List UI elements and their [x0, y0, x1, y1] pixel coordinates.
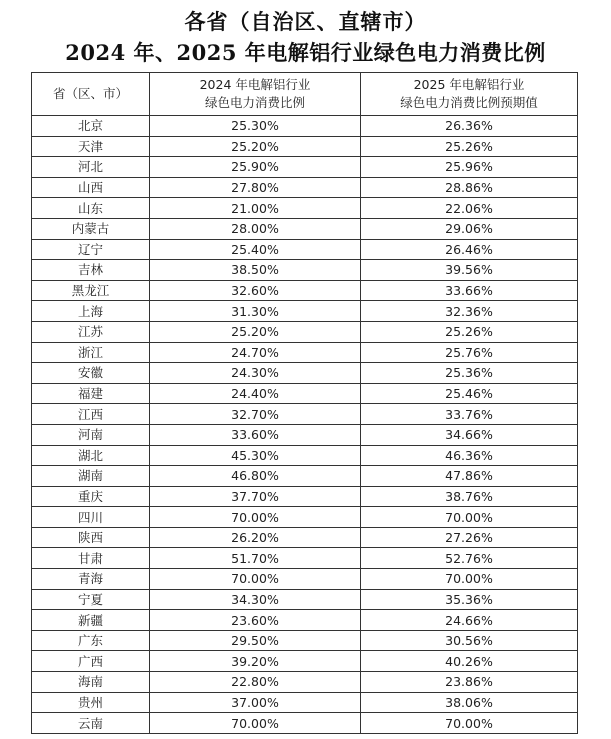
cell-province: 吉林 — [32, 260, 150, 281]
cell-2024-ratio: 27.80% — [150, 177, 361, 198]
cell-2025-ratio: 34.66% — [361, 424, 578, 445]
table-row — [32, 342, 578, 363]
cell-province: 山西 — [32, 177, 150, 198]
cell-2025-ratio: 40.26% — [361, 651, 578, 672]
cell-2025-ratio: 35.36% — [361, 589, 578, 610]
table-row — [32, 157, 578, 178]
cell-province: 江西 — [32, 404, 150, 425]
cell-2025-ratio: 25.26% — [361, 136, 578, 157]
header-2024 — [150, 73, 361, 116]
table-body — [32, 116, 578, 734]
cell-2024-ratio: 70.00% — [150, 713, 361, 734]
cell-2024-ratio: 25.20% — [150, 136, 361, 157]
cell-2025-ratio: 25.46% — [361, 383, 578, 404]
header-2025-line-2: 绿色电力消费比例预期值 — [400, 95, 538, 110]
header-province — [32, 73, 150, 116]
table-row — [32, 630, 578, 651]
cell-2024-ratio: 51.70% — [150, 548, 361, 569]
table-row — [32, 301, 578, 322]
cell-province: 宁夏 — [32, 589, 150, 610]
cell-2024-ratio: 21.00% — [150, 198, 361, 219]
cell-province: 辽宁 — [32, 239, 150, 260]
cell-2025-ratio: 23.86% — [361, 672, 578, 693]
cell-province: 海南 — [32, 672, 150, 693]
cell-2025-ratio: 25.26% — [361, 321, 578, 342]
cell-2025-ratio: 46.36% — [361, 445, 578, 466]
cell-2024-ratio: 25.40% — [150, 239, 361, 260]
title-line-2: 2024 年、2025 年电解铝行业绿色电力消费比例 — [65, 40, 546, 65]
table-row — [32, 610, 578, 631]
table-row — [32, 713, 578, 734]
table-row — [32, 527, 578, 548]
table-row — [32, 239, 578, 260]
cell-2025-ratio: 70.00% — [361, 569, 578, 590]
table-row — [32, 136, 578, 157]
table-row — [32, 692, 578, 713]
table-row — [32, 321, 578, 342]
cell-province: 陕西 — [32, 527, 150, 548]
cell-2025-ratio: 47.86% — [361, 466, 578, 487]
cell-province: 山东 — [32, 198, 150, 219]
cell-2025-ratio: 28.86% — [361, 177, 578, 198]
cell-2025-ratio: 25.96% — [361, 157, 578, 178]
cell-2025-ratio: 26.46% — [361, 239, 578, 260]
table-row — [32, 466, 578, 487]
cell-province: 重庆 — [32, 486, 150, 507]
cell-2025-ratio: 52.76% — [361, 548, 578, 569]
cell-2024-ratio: 26.20% — [150, 527, 361, 548]
cell-2024-ratio: 25.20% — [150, 321, 361, 342]
table-row — [32, 404, 578, 425]
cell-province: 天津 — [32, 136, 150, 157]
table-row — [32, 589, 578, 610]
table-row — [32, 424, 578, 445]
cell-2024-ratio: 23.60% — [150, 610, 361, 631]
table-row — [32, 198, 578, 219]
table-row — [32, 569, 578, 590]
table-row — [32, 116, 578, 137]
cell-province: 北京 — [32, 116, 150, 137]
cell-province: 河北 — [32, 157, 150, 178]
title-line-1: 各省（自治区、直辖市） — [184, 9, 427, 34]
cell-2024-ratio: 46.80% — [150, 466, 361, 487]
cell-province: 福建 — [32, 383, 150, 404]
cell-2025-ratio: 25.36% — [361, 363, 578, 384]
table-row — [32, 383, 578, 404]
cell-2024-ratio: 39.20% — [150, 651, 361, 672]
table-row — [32, 672, 578, 693]
table-header-row — [32, 73, 578, 116]
cell-2025-ratio: 33.76% — [361, 404, 578, 425]
cell-2024-ratio: 33.60% — [150, 424, 361, 445]
cell-province: 浙江 — [32, 342, 150, 363]
cell-province: 江苏 — [32, 321, 150, 342]
cell-2025-ratio: 22.06% — [361, 198, 578, 219]
cell-2024-ratio: 70.00% — [150, 569, 361, 590]
cell-2025-ratio: 32.36% — [361, 301, 578, 322]
cell-2024-ratio: 32.70% — [150, 404, 361, 425]
cell-province: 内蒙古 — [32, 218, 150, 239]
cell-2025-ratio: 30.56% — [361, 630, 578, 651]
cell-province: 上海 — [32, 301, 150, 322]
cell-2024-ratio: 32.60% — [150, 280, 361, 301]
cell-province: 黑龙江 — [32, 280, 150, 301]
cell-2024-ratio: 25.90% — [150, 157, 361, 178]
cell-province: 新疆 — [32, 610, 150, 631]
table-row — [32, 651, 578, 672]
table-row — [32, 280, 578, 301]
cell-2025-ratio: 33.66% — [361, 280, 578, 301]
cell-province: 河南 — [32, 424, 150, 445]
cell-2024-ratio: 25.30% — [150, 116, 361, 137]
cell-province: 四川 — [32, 507, 150, 528]
cell-province: 安徽 — [32, 363, 150, 384]
cell-2024-ratio: 24.70% — [150, 342, 361, 363]
header-province-label: 省（区、市） — [52, 86, 128, 101]
table-row — [32, 486, 578, 507]
cell-2024-ratio: 29.50% — [150, 630, 361, 651]
cell-2024-ratio: 31.30% — [150, 301, 361, 322]
header-2025 — [361, 73, 578, 116]
cell-2025-ratio: 27.26% — [361, 527, 578, 548]
cell-2025-ratio: 39.56% — [361, 260, 578, 281]
header-2024-line-1: 2024 年电解铝行业 — [199, 77, 311, 92]
cell-2024-ratio: 70.00% — [150, 507, 361, 528]
table-row — [32, 445, 578, 466]
cell-2024-ratio: 45.30% — [150, 445, 361, 466]
table-row — [32, 177, 578, 198]
cell-2024-ratio: 38.50% — [150, 260, 361, 281]
cell-2025-ratio: 38.06% — [361, 692, 578, 713]
table-row — [32, 218, 578, 239]
table-row — [32, 260, 578, 281]
cell-2025-ratio: 38.76% — [361, 486, 578, 507]
cell-province: 云南 — [32, 713, 150, 734]
cell-province: 青海 — [32, 569, 150, 590]
cell-province: 广东 — [32, 630, 150, 651]
green-power-table — [31, 72, 578, 734]
table-row — [32, 363, 578, 384]
table-row — [32, 507, 578, 528]
cell-2025-ratio: 70.00% — [361, 507, 578, 528]
cell-province: 贵州 — [32, 692, 150, 713]
cell-2024-ratio: 22.80% — [150, 672, 361, 693]
cell-2024-ratio: 34.30% — [150, 589, 361, 610]
cell-2025-ratio: 26.36% — [361, 116, 578, 137]
cell-province: 湖南 — [32, 466, 150, 487]
cell-2024-ratio: 24.40% — [150, 383, 361, 404]
cell-2024-ratio: 37.00% — [150, 692, 361, 713]
header-2024-line-2: 绿色电力消费比例 — [204, 95, 305, 110]
cell-province: 甘肃 — [32, 548, 150, 569]
header-2025-line-1: 2025 年电解铝行业 — [413, 77, 525, 92]
cell-2024-ratio: 28.00% — [150, 218, 361, 239]
table-row — [32, 548, 578, 569]
cell-2025-ratio: 29.06% — [361, 218, 578, 239]
cell-province: 湖北 — [32, 445, 150, 466]
cell-2025-ratio: 70.00% — [361, 713, 578, 734]
cell-2024-ratio: 37.70% — [150, 486, 361, 507]
cell-2024-ratio: 24.30% — [150, 363, 361, 384]
cell-2025-ratio: 25.76% — [361, 342, 578, 363]
cell-province: 广西 — [32, 651, 150, 672]
cell-2025-ratio: 24.66% — [361, 610, 578, 631]
